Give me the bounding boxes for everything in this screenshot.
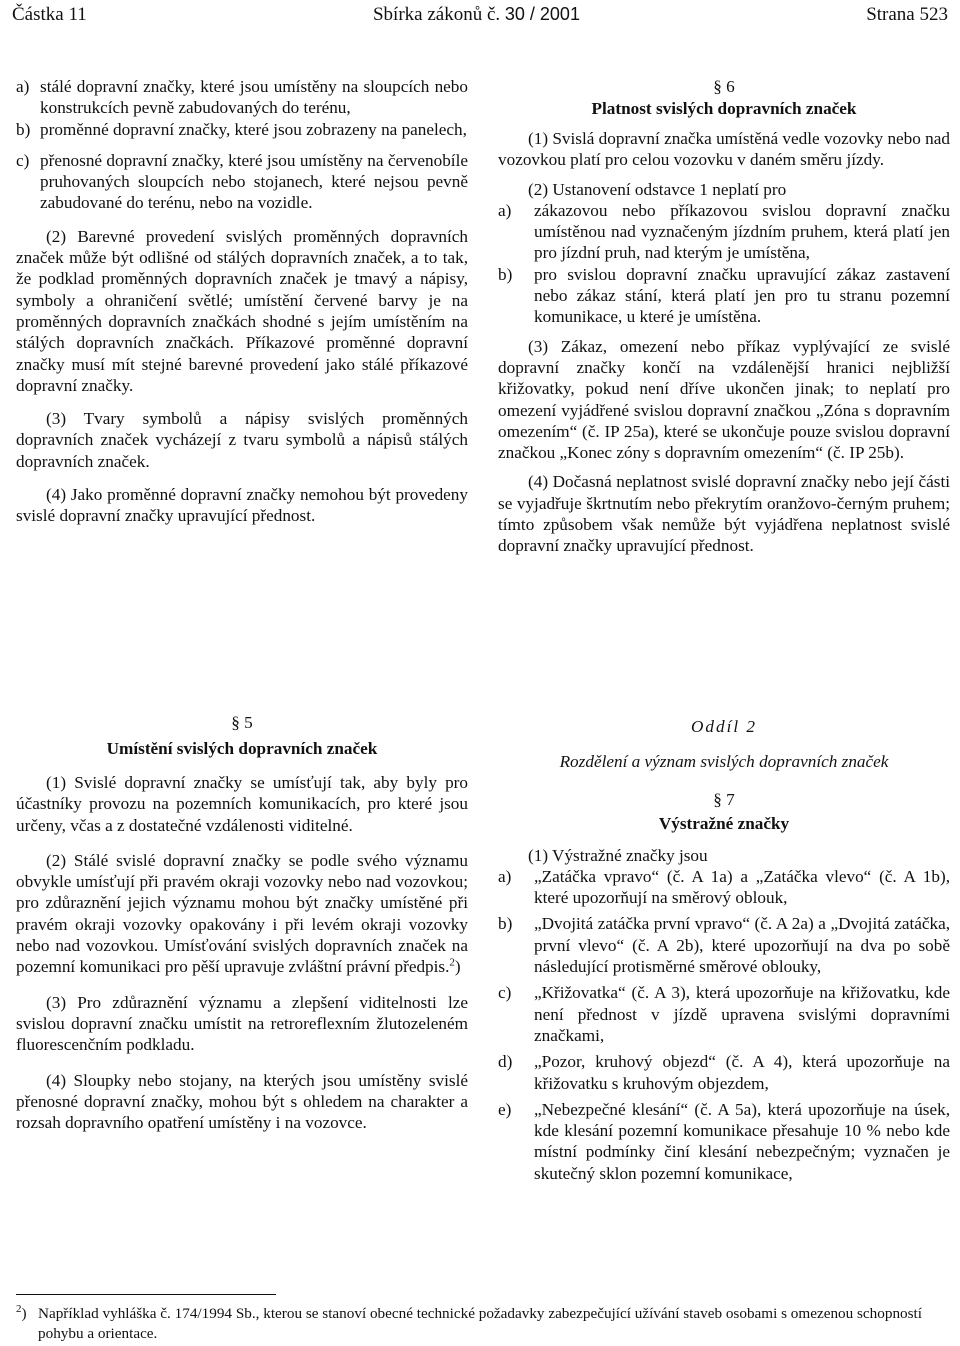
list-item-text: pro svislou dopravní značku upravující zákaz zastavení nebo zákaz stání, která platí jen pro tu stranu pozemní komunikace, u které je umístěna. xyxy=(534,264,950,327)
list-item-label: b) xyxy=(16,119,31,139)
paragraph xyxy=(16,850,468,978)
list-item-text: „Dvojitá zatáčka první vpravo“ (č. A 2a) a „Dvojitá zatáčka, první vlevo“ (č. A 2b), které upozorňují na dva po sobě následující protisměrné směrové oblouky, xyxy=(534,914,950,977)
list-item xyxy=(498,264,950,328)
list-item-text: stálé dopravní značky, které jsou umístěny na sloupcích nebo konstrukcích pevně zabudovaných do terénu, xyxy=(40,77,468,118)
section-number: § 6 xyxy=(713,77,735,96)
section-number: § 7 xyxy=(713,789,735,809)
footnote-reference-paren: ) xyxy=(454,957,461,977)
header-page-number: Strana 523 xyxy=(866,4,948,25)
list-item-label: a) xyxy=(16,77,30,96)
list-item xyxy=(498,913,950,977)
footnote-marker xyxy=(16,1304,27,1324)
footnote-marker-paren: ) xyxy=(21,1305,27,1322)
section-title: Umístění svislých dopravních značek xyxy=(106,739,378,758)
paragraph: (3) Tvary symbolů a nápisy svislých proměnných dopravních značek vycházejí z tvaru symbolů a nápisů stálých dopravních značek. xyxy=(16,409,468,471)
paragraph: (4) Dočasná neplatnost svislé dopravní značky nebo její části se vyjadřuje škrtnutím nebo překrytím oranžovo-černým pruhem; tímto způsobem však nemůže být vyjádřena neplatnost svislé dopravní značky upravující přednost. xyxy=(498,472,950,556)
list-item-text: „Nebezpečné klesání“ (č. A 5a), která upozorňuje na úsek, kde klesání pozemní komunikace přesahuje 10 % nebo kde místní podmínky činí klesání nebezpečným; vyznačen je skutečný sklon pozemní komunikace, xyxy=(534,1099,950,1183)
section-number: § 5 xyxy=(231,713,253,732)
list-item xyxy=(498,200,950,264)
list-item-text: „Zatáčka vpravo“ (č. A 1a) a „Zatáčka vlevo“ (č. A 1b), které upozorňují na směrový oblouk, xyxy=(534,866,950,908)
list-item xyxy=(498,1051,950,1094)
left-column-top xyxy=(16,76,468,527)
list-item xyxy=(16,76,468,119)
section-title: Výstražné značky xyxy=(658,813,790,833)
footnote-reference-number: 2 xyxy=(449,956,455,969)
paragraph: (4) Jako proměnné dopravní značky nemohou být provedeny svislé dopravní značky upravující přednost. xyxy=(16,485,468,526)
list-item-label: a) xyxy=(498,866,512,886)
list-item-label: b) xyxy=(498,914,513,934)
list-item xyxy=(498,866,950,909)
list-item-text: „Pozor, kruhový objezd“ (č. A 4), která upozorňuje na křižovatku s kruhovým objezdem, xyxy=(534,1052,950,1093)
list-item xyxy=(16,119,468,140)
division-title: Rozdělení a význam svislých dopravních značek xyxy=(559,752,889,772)
footnote-marker-number: 2 xyxy=(16,1302,22,1315)
right-column-bottom xyxy=(498,712,950,1184)
left-column-bottom xyxy=(16,712,468,1133)
paragraph-text: (2) Stálé svislé dopravní značky se podle svého významu obvykle umísťují při pravém okraji vozovky nebo nad vozovkou; pro zdůraznění jejich významu mohou být značky umístěné při pravém okraji vozovky opakovány i při levém okraji vozovky nebo nad vozovkou. Umísťování svislých dopravních značek na pozemní komunikaci pro pěší upravuje zvláštní právní předpis. xyxy=(16,850,468,977)
footnote-text: Například vyhláška č. 174/1994 Sb., kterou se stanoví obecné technické požadavky zabezpečující užívání staveb osobami s omezenou schopností pohybu a orientace. xyxy=(38,1305,922,1342)
header-part: Částka 11 xyxy=(12,4,87,25)
right-column-top xyxy=(498,76,950,557)
list-item-label: e) xyxy=(498,1099,512,1119)
paragraph: (1) Výstražné značky jsou xyxy=(528,845,708,865)
section-title: Platnost svislých dopravních značek xyxy=(591,99,857,118)
paragraph: (3) Zákaz, omezení nebo příkaz vyplývající ze svislé dopravní značky končí na vzdálenější hranici nejbližší křižovatky, pokud není dříve ukončen jinak; to neplatí pro omezení vyjádřené svislou dopravní značkou „Zóna s dopravním omezením“ (č. IP 25a), které se ukončuje pouze svislou dopravní značkou „Konec zóny s dopravním omezením“ (č. IP 25b). xyxy=(498,336,950,463)
footnote xyxy=(16,1302,944,1344)
list-item xyxy=(498,982,950,1046)
list-item-label: c) xyxy=(16,150,30,170)
paragraph: (2) Ustanovení odstavce 1 neplatí pro xyxy=(528,179,787,199)
paragraph: (4) Sloupky nebo stojany, na kterých jsou umístěny svislé přenosné dopravní značky, mohou být s ohledem na charakter a rozsah dopravního opatření umístěny i na vozovce. xyxy=(16,1070,468,1133)
header-collection xyxy=(373,4,580,26)
list-item-label: d) xyxy=(498,1052,513,1072)
header-collection-name: Sbírka zákonů č. xyxy=(372,4,501,25)
page-header xyxy=(12,4,948,28)
paragraph: (3) Pro zdůraznění významu a zlepšení viditelnosti lze svislou dopravní značku umístit na retroreflexním žlutozeleném fluorescenčním podkladu. xyxy=(16,992,468,1055)
header-collection-number: 30 / 2001 xyxy=(504,4,580,24)
list-item xyxy=(498,1099,950,1184)
list-item-text: proměnné dopravní značky, které jsou zobrazeny na panelech, xyxy=(40,119,467,139)
list-item-label: c) xyxy=(498,983,512,1003)
paragraph: (2) Barevné provedení svislých proměnných dopravních značek může být odlišné od stálých dopravních značek, a to tak, že podklad proměnných dopravních značek je tmavý a nápisy, symboly a ohraničení světlé; umístění červené barvy je na proměnných dopravních značkách shodné s jejím umístěním na stálých dopravních značkách. Příkazové proměnné dopravní značky musí mít stejné barevné provedení jako stálé příkazové dopravní značky. xyxy=(16,226,468,395)
footnote-divider xyxy=(16,1294,276,1295)
list-item xyxy=(16,150,468,214)
list-item-text: zákazovou nebo příkazovou svislou dopravní značku umístěnou nad vyznačeným jízdním pruhem, která platí jen pro jízdní pruh, nad kterým je umístěna, xyxy=(534,200,950,263)
list-item-label: a) xyxy=(498,200,512,220)
list-item-label: b) xyxy=(498,264,513,284)
paragraph: (1) Svislá dopravní značka umístěná vedle vozovky nebo nad vozovkou platí pro celou vozovku v daném směru jízdy. xyxy=(498,129,950,170)
list-item-text: „Křižovatka“ (č. A 3), která upozorňuje na křižovatku, kde není přednost v jízdě upravena svislými dopravními značkami, xyxy=(534,983,950,1045)
division-heading: Oddíl 2 xyxy=(690,717,758,736)
paragraph: (1) Svislé dopravní značky se umísťují tak, aby byly pro účastníky provozu na pozemních komunikacích, pro které jsou určeny, včas a z dostatečné vzdálenosti viditelné. xyxy=(16,773,468,835)
list-item-text: přenosné dopravní značky, které jsou umístěny na červenobíle pruhovaných sloupcích nebo stojanech, které nejsou pevně zabudované do terénu, nebo na vozidle. xyxy=(40,150,468,213)
